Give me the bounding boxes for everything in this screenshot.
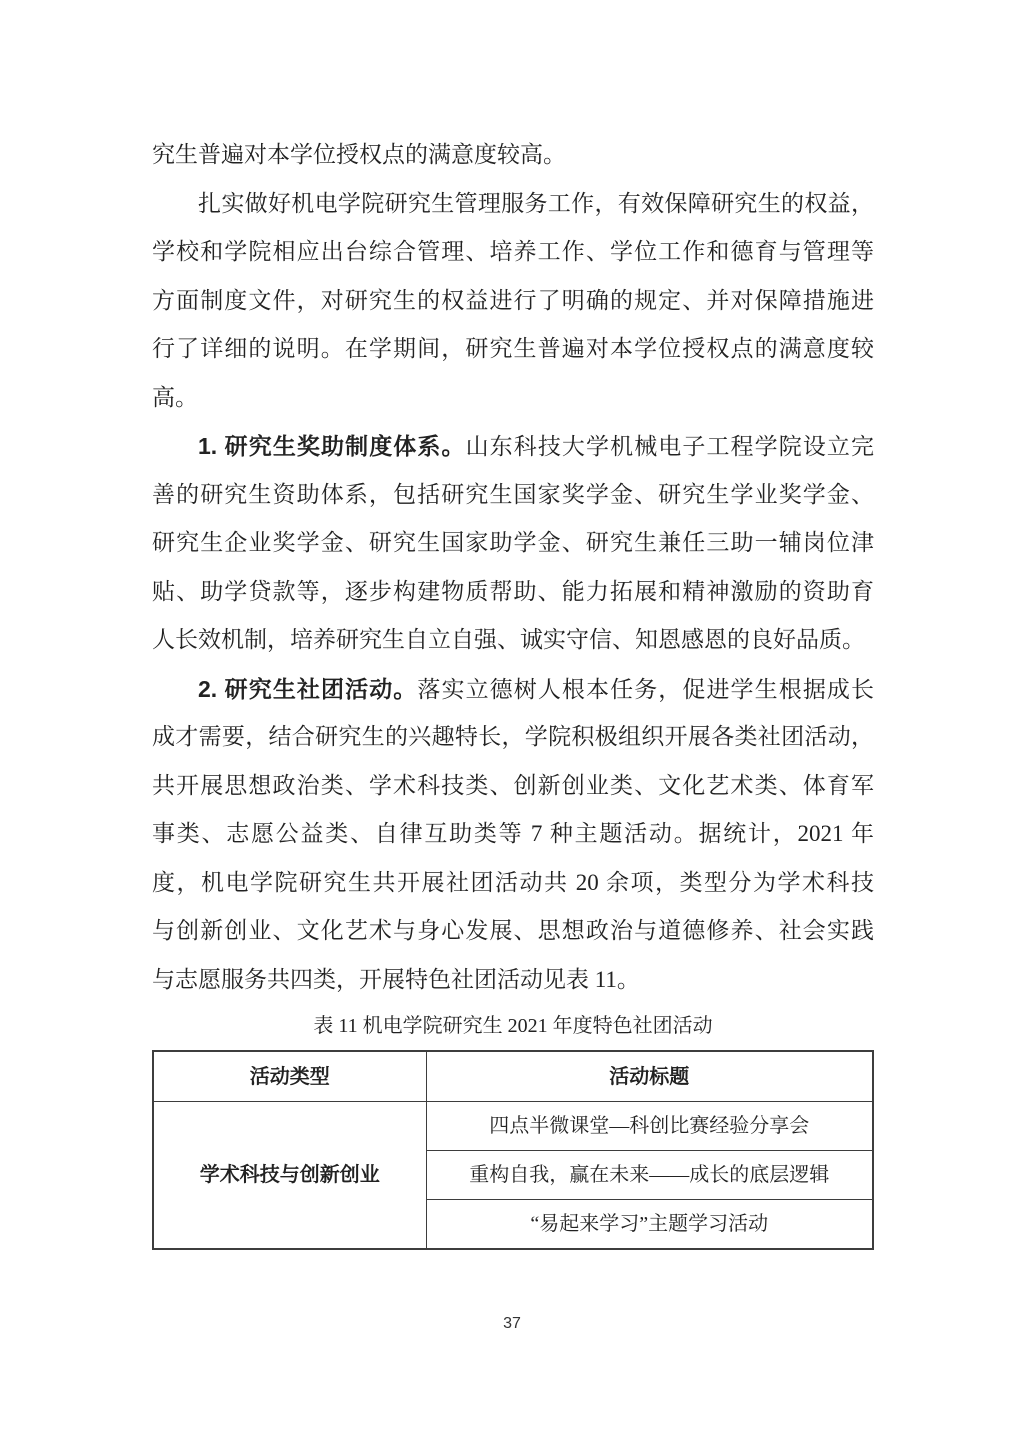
- activity-category-cell: 学术科技与创新创业: [153, 1102, 426, 1250]
- text-line: 度，机电学院研究生共开展社团活动共 20 余项，类型分为学术科技: [152, 869, 874, 895]
- table-row: [153, 1102, 873, 1151]
- activities-table: [152, 1050, 874, 1250]
- text-line: 事类、志愿公益类、自律互助类等 7 种主题活动。据统计，2021 年: [152, 821, 874, 846]
- text-line: 研究生企业奖学金、研究生国家助学金、研究生兼任三助一辅岗位津: [152, 530, 874, 555]
- text-line: 学校和学院相应出台综合管理、培养工作、学位工作和德育与管理等: [152, 239, 874, 264]
- table-header-row: [153, 1051, 873, 1102]
- col-header-activity-title: 活动标题: [426, 1051, 873, 1102]
- table-caption: 表 11 机电学院研究生 2021 年度特色社团活动: [313, 1015, 713, 1037]
- col-header-activity-type: 活动类型: [153, 1051, 426, 1102]
- text-line: 与创新创业、文化艺术与身心发展、思想政治与道德修养、社会实践: [152, 918, 874, 943]
- text-line: 共开展思想政治类、学术科技类、创新创业类、文化艺术类、体育军: [152, 772, 874, 798]
- bold-heading-run: 2. 研究生社团活动。: [198, 675, 418, 702]
- text-line: 善的研究生资助体系，包括研究生国家奖学金、研究生学业奖学金、: [152, 481, 874, 507]
- text-line: 方面制度文件，对研究生的权益进行了明确的规定、并对保障措施进: [152, 287, 874, 313]
- text-line: 究生普遍对本学位授权点的满意度较高。: [152, 142, 566, 167]
- text-line: 2. 研究生社团活动。落实立德树人根本任务，促进学生根据成长: [198, 675, 875, 702]
- text-line: 扎实做好机电学院研究生管理服务工作，有效保障研究生的权益，: [198, 190, 874, 216]
- page-number: 37: [503, 1315, 521, 1332]
- text-line: 1. 研究生奖助制度体系。山东科技大学机械电子工程学院设立完: [198, 433, 874, 459]
- activity-title-cell: “易起来学习”主题学习活动: [426, 1200, 873, 1250]
- text-line: 成才需要，结合研究生的兴趣特长，学院积极组织开展各类社团活动，: [152, 724, 874, 749]
- text-line: 贴、助学贷款等，逐步构建物质帮助、能力拓展和精神激励的资助育: [152, 578, 874, 604]
- text-line: 人长效机制，培养研究生自立自强、诚实守信、知恩感恩的良好品质。: [152, 627, 865, 652]
- body-lines: [152, 131, 874, 1004]
- text-line: 行了详细的说明。在学期间，研究生普遍对本学位授权点的满意度较: [152, 336, 874, 361]
- text-line: 高。: [152, 384, 198, 410]
- activity-title-cell: 重构自我，赢在未来——成长的底层逻辑: [426, 1151, 873, 1200]
- text-line: 与志愿服务共四类，开展特色社团活动见表 11。: [152, 966, 640, 992]
- activity-title-cell: 四点半微课堂—科创比赛经验分享会: [426, 1102, 873, 1151]
- bold-heading-run: 1. 研究生奖助制度体系。: [198, 433, 466, 459]
